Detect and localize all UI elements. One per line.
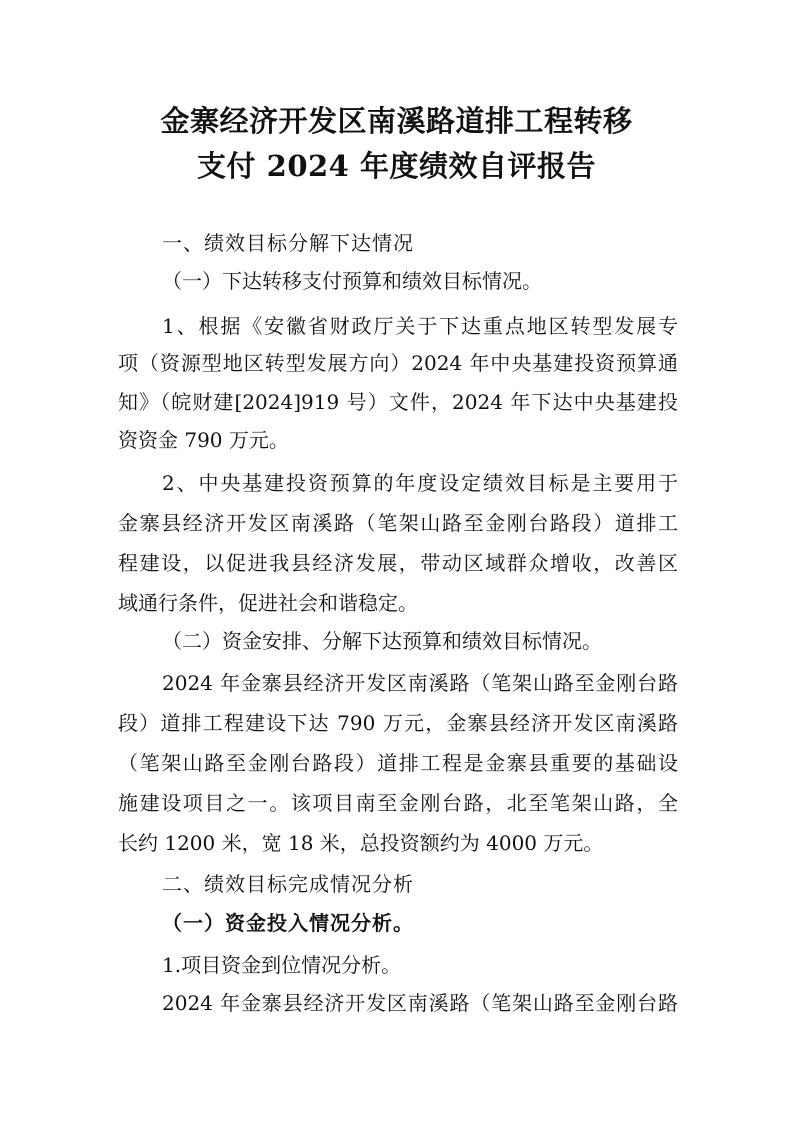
paragraph-2-line-1: 2、中央基建投资预算的年度设定绩效目标是主要用于 <box>162 471 678 495</box>
paragraph-2-line-2: 金寨县经济开发区南溪路（笔架山路至金刚台路段）道排工 <box>118 511 678 535</box>
paragraph-1-line-4: 资资金 790 万元。 <box>118 428 289 452</box>
document-title-line-1: 金寨经济开发区南溪路道排工程转移 <box>160 104 633 138</box>
paragraph-3-line-2: 段）道排工程建设下达 790 万元，金寨县经济开发区南溪路 <box>118 711 678 735</box>
paragraph-3-line-1: 2024 年金寨县经济开发区南溪路（笔架山路至金刚台路 <box>162 671 678 695</box>
paragraph-3-line-3: （笔架山路至金刚台路段）道排工程是金寨县重要的基础设 <box>118 751 678 775</box>
paragraph-2-line-3: 程建设，以促进我县经济发展，带动区域群众增收，改善区 <box>118 551 678 575</box>
paragraph-3-line-4: 施建设项目之一。该项目南至金刚台路，北至笔架山路，全 <box>118 791 678 815</box>
paragraph-1-line-1: 1、根据《安徽省财政厅关于下达重点地区转型发展专 <box>162 314 678 338</box>
paragraph-3-line-5: 长约 1200 米，宽 18 米，总投资额约为 4000 万元。 <box>118 831 604 855</box>
section-2-subheading-1: （一）资金投入情况分析。 <box>162 911 414 935</box>
section-1-heading: 一、绩效目标分解下达情况 <box>162 231 414 255</box>
section-2-item-1: 1.项目资金到位情况分析。 <box>162 953 402 977</box>
paragraph-1-line-3: 知》（皖财建[2024]919 号）文件，2024 年下达中央基建投 <box>118 390 678 414</box>
section-1-subheading-1: （一）下达转移支付预算和绩效目标情况。 <box>162 269 542 293</box>
paragraph-2-line-4: 域通行条件，促进社会和谐稳定。 <box>118 591 418 615</box>
paragraph-1-line-2: 项（资源型地区转型发展方向）2024 年中央基建投资预算通 <box>118 351 678 375</box>
section-2-heading: 二、绩效目标完成情况分析 <box>162 872 414 896</box>
document-title-line-2: 支付 2024 年度绩效自评报告 <box>197 149 596 183</box>
section-1-subheading-2: （二）资金安排、分解下达预算和绩效目标情况。 <box>162 629 602 653</box>
section-2-paragraph-1-line-1: 2024 年金寨县经济开发区南溪路（笔架山路至金刚台路 <box>162 991 678 1015</box>
